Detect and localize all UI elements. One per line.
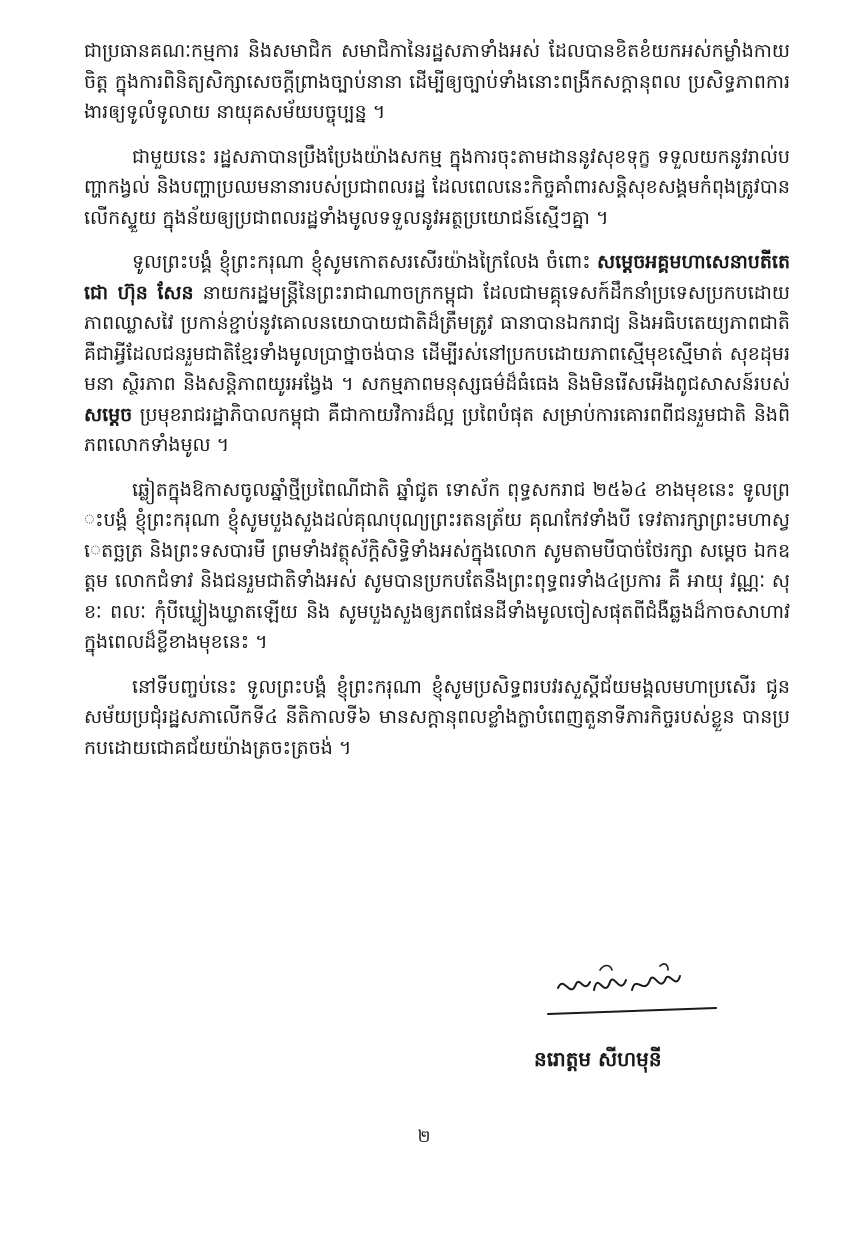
paragraph-1: ជាប្រធានគណៈកម្មការ និងសមាជិក សមាជិកានៃរដ្ឋសភាទាំងអស់ ដែលបានខិតខំយកអស់កម្លាំងកាយចិត្ត ក្នុងការពិនិត្យសិក្សាសេចក្តីព្រាងច្បាប់នានា ដើម្បីឲ្យច្បាប់ទាំងនោះពង្រីកសក្តានុពល ប្រសិទ្ធភាពការងារឲ្យទូលំទូលាយ នាយុគសម័យបច្ចុប្បន្ន ។ <box>84 40 790 123</box>
paragraph-2: ជាមួយនេះ រដ្ឋសភាបានប្រឹងប្រែងយ៉ាងសកម្ម ក្នុងការចុះតាមដាននូវសុខទុក្ខ ទទួលយកនូវរាល់បញ្ហាកង្វល់ និងបញ្ហាប្រឈមនានារបស់ប្រជាពលរដ្ឋ ដែលពេលនេះកិច្ចគាំពារសន្តិសុខសង្គមកំពុងត្រូវបានលើកស្ទួយ ក្នុងន័យឲ្យប្រជាពលរដ្ឋទាំងមូលទទួលនូវអត្ថប្រយោជន៍ស្មើៗគ្នា ។ <box>84 145 790 229</box>
paragraph-4: ឆ្លៀតក្នុងឱកាសចូលឆ្នាំថ្មីប្រពៃណីជាតិ ឆ្នាំជូត ទោស័ក ពុទ្ធសករាជ ២៥៦៤ ខាងមុខនេះ ទូលព្រះបង្គំ ខ្ញុំព្រះករុណា ខ្ញុំសូមបួងសួងដល់គុណបុណ្យព្រះរតនត្រ័យ គុណកែវទាំងបី ទេវតារក្សាព្រះមហាស្វេតច្ឆត្រ និងព្រះទសបារមី ព្រមទាំងវត្ថុស័ក្តិសិទ្ធិទាំងអស់ក្នុងលោក សូមតាមបីបាច់ថែរក្សា សម្តេច ឯកឧត្តម លោកជំទាវ និងជនរួមជាតិទាំងអស់ សូមបានប្រកបតែនឹងព្រះពុទ្ធពរទាំង៤ប្រការ គឺ អាយុ វណ្ណៈ សុខៈ ពលៈ កុំបីឃ្លៀងឃ្លាតឡើយ និង សូមបួងសួងឲ្យភពផែនដីទាំងមូលចៀសផុតពីជំងឺឆ្លងដ៏កាចសាហាវក្នុងពេលដ៏ខ្លីខាងមុខនេះ ។ <box>84 478 790 653</box>
page-number: ២ <box>417 1127 431 1147</box>
paragraph-3-body: នាយករដ្ឋមន្ត្រីនៃព្រះរាជាណាចក្រកម្ពុជា ដែលជាមគ្គុទេសក៍ដឹកនាំប្រទេសប្រកបដោយភាពឈ្លាសវៃ ប្រកាន់ខ្ជាប់នូវគោលនយោបាយជាតិដ៏ត្រឹមត្រូវ ធានាបានឯករាជ្យ និងអធិបតេយ្យភាពជាតិ គឺជាអ្វីដែលជនរួមជាតិខ្មែរទាំងមូលប្រាថ្នាចង់បាន ដើម្បីរស់នៅប្រកបដោយភាពស្មើមុខស្មើមាត់ សុខដុមរមនា ស្ថិរភាព និងសន្តិភាពយូរអង្វែង ។ សកម្មភាពមនុស្សធម៌ដ៏ធំធេង និងមិនរើសអើងពូជសាសន៍របស់ <box>84 281 790 395</box>
signer-name: នរោត្តម សីហមុនី <box>534 1047 662 1071</box>
paragraph-3-closing: ប្រមុខរាជរដ្ឋាភិបាលកម្ពុជា គឺជាកាយវិការដ៏ល្អ ប្រពៃបំផុត សម្រាប់ការគោរពពីជនរួមជាតិ និងពិភពលោកទាំងមូល ។ <box>84 403 790 456</box>
handwritten-signature <box>540 960 730 1030</box>
honorific-prime-minister: សម្តេចអគ្គមហាសេនាបតីតេជោ ហ៊ុន សែន <box>84 251 790 304</box>
honorific-samdech: សម្តេច <box>84 403 133 426</box>
paragraph-3 <box>84 247 790 461</box>
paragraph-3-intro: ទូលព្រះបង្គំ ខ្ញុំព្រះករុណា ខ្ញុំសូមកោតសរសើរយ៉ាងក្រៃលែង ចំពោះ <box>132 251 598 273</box>
paragraph-5: នៅទីបញ្ចប់នេះ ទូលព្រះបង្គំ ខ្ញុំព្រះករុណា ខ្ញុំសូមប្រសិទ្ធពរបវរសួស្តីជ័យមង្គលមហាប្រសើរ ជូនសម័យប្រជុំរដ្ឋសភាលើកទី៤ នីតិកាលទី៦ មានសក្តានុពលខ្លាំងក្លាបំពេញតួនាទីភារកិច្ចរបស់ខ្លួន បានប្រកបដោយជោគជ័យយ៉ាងត្រចះត្រចង់ ។ <box>84 675 790 759</box>
